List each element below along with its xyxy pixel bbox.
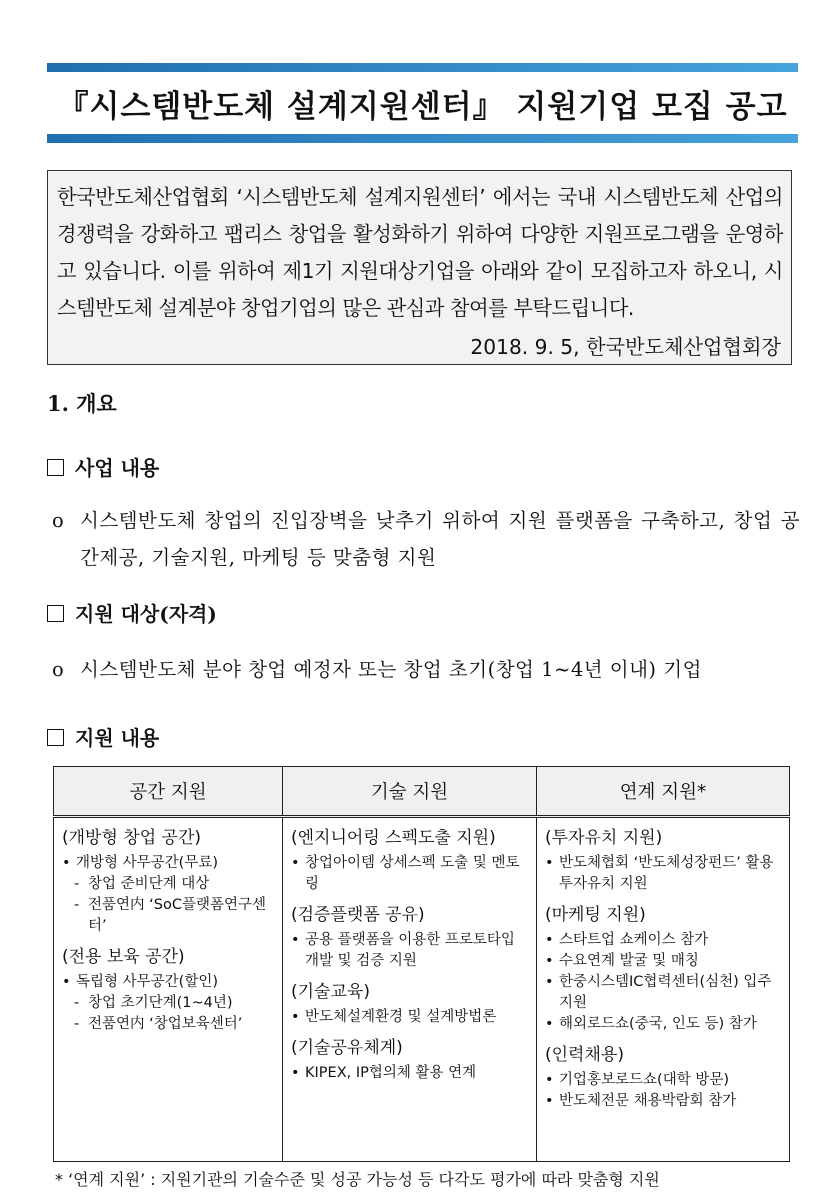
support-item-list (291, 930, 530, 972)
square-bullet-icon (47, 729, 64, 746)
support-item-list (291, 1063, 530, 1084)
support-item: • 공용 플랫폼을 이용한 프로토타입 개발 및 검증 지원 (291, 930, 530, 972)
heading-business-label: 사업 내용 (75, 456, 160, 480)
footnote: * ‘연계 지원’ : 지원기관의 기술수준 및 성공 가능성 등 다각도 평가에 따라 맞춤형 지원 (55, 1170, 660, 1189)
link-support-cell (537, 817, 790, 1162)
intro-signature: 2018. 9. 5, 한국반도체산업협회장 (470, 335, 781, 359)
square-bullet-icon (47, 605, 64, 622)
support-group-title: (검증플랫폼 공유) (291, 905, 425, 925)
support-item: • 기업홍보로드쇼(대학 방문) (545, 1070, 783, 1091)
title-top-bar (47, 63, 798, 72)
support-item: • 반도체협회 ‘반도체성장펀드’ 활용 투자유치 지원 (545, 853, 783, 895)
business-text: 시스템반도체 창업의 진입장벽을 낮추기 위하여 지원 플랫폼을 구축하고, 창업 공간제공, 기술지원, 마케팅 등 맞춤형 지원 (80, 509, 800, 569)
support-item: • 스타트업 쇼케이스 참가 (545, 930, 783, 951)
support-group-title: (마케팅 지원) (545, 905, 646, 925)
support-item-list (62, 853, 276, 937)
heading-support-label: 지원 내용 (75, 726, 160, 750)
support-item: • KIPEX, IP협의체 활용 연계 (291, 1063, 530, 1084)
title-bottom-bar (47, 134, 798, 143)
column-header-tech: 기술 지원 (283, 767, 537, 817)
support-item: • 해외로드쇼(중국, 인도 등) 참가 (545, 1014, 783, 1035)
support-group-title: (전용 보육 공간) (62, 947, 185, 967)
support-item-list (545, 930, 783, 1035)
space-support-cell (54, 817, 283, 1162)
support-group-title: (인력채용) (545, 1045, 624, 1065)
bullet-marker: o (52, 658, 64, 681)
support-item: • 수요연계 발굴 및 매칭 (545, 951, 783, 972)
section-heading-overview: 1. 개요 (47, 391, 117, 416)
support-item-list (291, 1007, 530, 1028)
support-item: • 개방형 사무공간(무료) (62, 853, 276, 874)
target-text: 시스템반도체 분야 창업 예정자 또는 창업 초기(창업 1~4년 이내) 기업 (80, 658, 702, 681)
tech-support-cell (283, 817, 537, 1162)
support-group-title: (기술교육) (291, 982, 370, 1002)
support-group-title: (엔지니어링 스펙도출 지원) (291, 828, 496, 848)
heading-target (47, 598, 217, 627)
support-sub-item: - 전품연内 ‘창업보육센터’ (62, 1014, 276, 1035)
support-table (53, 766, 790, 1162)
support-item-list (291, 853, 530, 895)
heading-business (47, 452, 159, 481)
business-bullet (52, 502, 800, 576)
support-item: • 독립형 사무공간(할인) (62, 972, 276, 993)
heading-target-label: 지원 대상(자격) (75, 602, 217, 626)
support-item: • 창업아이템 상세스펙 도출 및 멘토링 (291, 853, 530, 895)
column-header-link: 연계 지원* (537, 767, 790, 817)
intro-box (47, 170, 792, 365)
square-bullet-icon (47, 459, 64, 476)
support-item: • 반도체전문 채용박람회 참가 (545, 1091, 783, 1112)
support-sub-item: - 창업 준비단계 대상 (62, 874, 276, 895)
heading-support (47, 722, 159, 751)
intro-text: 한국반도체산업협회 ‘시스템반도체 설계지원센터’ 에서는 국내 시스템반도체 산업의 경쟁력을 강화하고 팹리스 창업을 활성화하기 위하여 다양한 지원프로그램을 운영하고 있습니다. 이를 위하여 제1기 지원대상기업을 아래와 같이 모집하고자 하오니, 시스템반도체 설계분야 창업기업의 많은 관심과 참여를 부탁드립니다. (57, 185, 783, 320)
support-group-title: (투자유치 지원) (545, 828, 663, 848)
support-item-list (545, 853, 783, 895)
support-item: • 한중시스템IC협력센터(심천) 입주 지원 (545, 972, 783, 1014)
support-sub-item: - 창업 초기단계(1~4년) (62, 993, 276, 1014)
support-group-title: (기술공유체계) (291, 1038, 403, 1058)
support-sub-item: - 전품연内 ‘SoC플랫폼연구센터’ (62, 895, 276, 937)
support-item-list (62, 972, 276, 1035)
support-item-list (545, 1070, 783, 1112)
support-group-title: (개방형 창업 공간) (62, 828, 202, 848)
support-item: • 반도체설계환경 및 설계방법론 (291, 1007, 530, 1028)
target-bullet (52, 651, 800, 688)
bullet-marker: o (52, 509, 64, 532)
column-header-space: 공간 지원 (54, 767, 283, 817)
page-title: 『시스템반도체 설계지원센터』 지원기업 모집 공고 (57, 88, 788, 125)
